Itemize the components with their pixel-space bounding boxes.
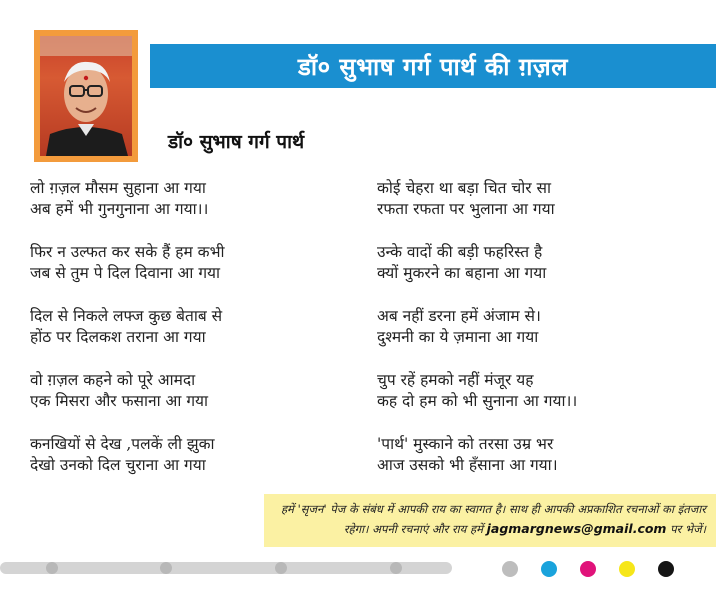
poem-line: कह दो हम को भी सुनाना आ गया।। <box>377 392 578 410</box>
notice-text: पर भेजें। <box>666 522 706 536</box>
print-registration-strip <box>0 560 720 588</box>
stanza <box>30 434 350 498</box>
cmyk-dot-black <box>658 561 674 577</box>
poem-line: 'पार्थ' मुस्काने को तरसा उम्र भर <box>377 435 554 453</box>
poem-line: दुश्मनी का ये ज़माना आ गया <box>377 328 539 346</box>
cmyk-dot-yellow <box>619 561 635 577</box>
poem-line: क्यों मुकरने का बहाना आ गया <box>377 264 547 282</box>
stanza <box>30 242 350 306</box>
stanza <box>377 178 707 242</box>
poem-line: उन्के वादों की बड़ी फहरिस्त है <box>377 243 543 261</box>
poem-line: कोई चेहरा था बड़ा चित चोर सा <box>377 179 551 197</box>
notice-line-2 <box>274 519 706 539</box>
author-portrait-illustration <box>40 36 132 156</box>
stanza <box>30 178 350 242</box>
poem-line: रफता रफता पर भुलाना आ गया <box>377 200 555 218</box>
poem-line: वो ग़ज़ल कहने को पूरे आमदा <box>30 371 196 389</box>
poem-column-right <box>377 178 707 498</box>
cmyk-dot-cyan <box>541 561 557 577</box>
email-address[interactable]: jagmargnews@gmail.com <box>486 521 667 536</box>
poem-line: चुप रहें हमको नहीं मंजूर यह <box>377 371 534 389</box>
stanza <box>377 370 707 434</box>
notice-line-1: हमें 'सृजन' पेज के संबंध में आपकी राय का स्वागत है। साथ ही आपकी अप्रकाशित रचनाओं का इंतजार <box>280 502 706 516</box>
cmyk-dot-magenta <box>580 561 596 577</box>
author-photo-frame <box>34 30 138 162</box>
poem-line: कनखियों से देख ,पलकें ली झुका <box>30 435 215 453</box>
registration-dot <box>275 562 287 574</box>
cmyk-dot-gray <box>502 561 518 577</box>
submission-notice <box>264 494 716 547</box>
notice-text: रहेगा। अपनी रचनाएं और राय हमें <box>343 522 487 536</box>
registration-bar <box>0 562 452 574</box>
poem-line: फिर न उल्फत कर सके हैं हम कभी <box>30 243 225 261</box>
stanza <box>377 306 707 370</box>
poem-line: अब हमें भी गुनगुनाना आ गया।। <box>30 200 209 218</box>
stanza <box>377 242 707 306</box>
poem-column-left <box>30 178 350 498</box>
poem-line: अब नहीं डरना हमें अंजाम से। <box>377 307 541 325</box>
page-title: डॉ० सुभाष गर्ग पार्थ की ग़ज़ल <box>150 44 716 88</box>
registration-dot <box>46 562 58 574</box>
poem-line: दिल से निकले लफ्ज कुछ बेताब से <box>30 307 223 325</box>
poem-line: जब से तुम पे दिल दिवाना आ गया <box>30 264 221 282</box>
poem-line: देखो उनको दिल चुराना आ गया <box>30 456 206 474</box>
author-photo <box>40 36 132 156</box>
stanza <box>377 434 707 498</box>
registration-dot <box>390 562 402 574</box>
poem-line: एक मिसरा और फसाना आ गया <box>30 392 209 410</box>
author-name: डॉ० सुभाष गर्ग पार्थ <box>168 131 305 153</box>
poem-line: आज उसको भी हँसाना आ गया। <box>377 456 558 474</box>
poem-line: होंठ पर दिलकश तराना आ गया <box>30 328 206 346</box>
stanza <box>30 306 350 370</box>
poem-line: लो ग़ज़ल मौसम सुहाना आ गया <box>30 179 206 197</box>
stanza <box>30 370 350 434</box>
registration-dot <box>160 562 172 574</box>
